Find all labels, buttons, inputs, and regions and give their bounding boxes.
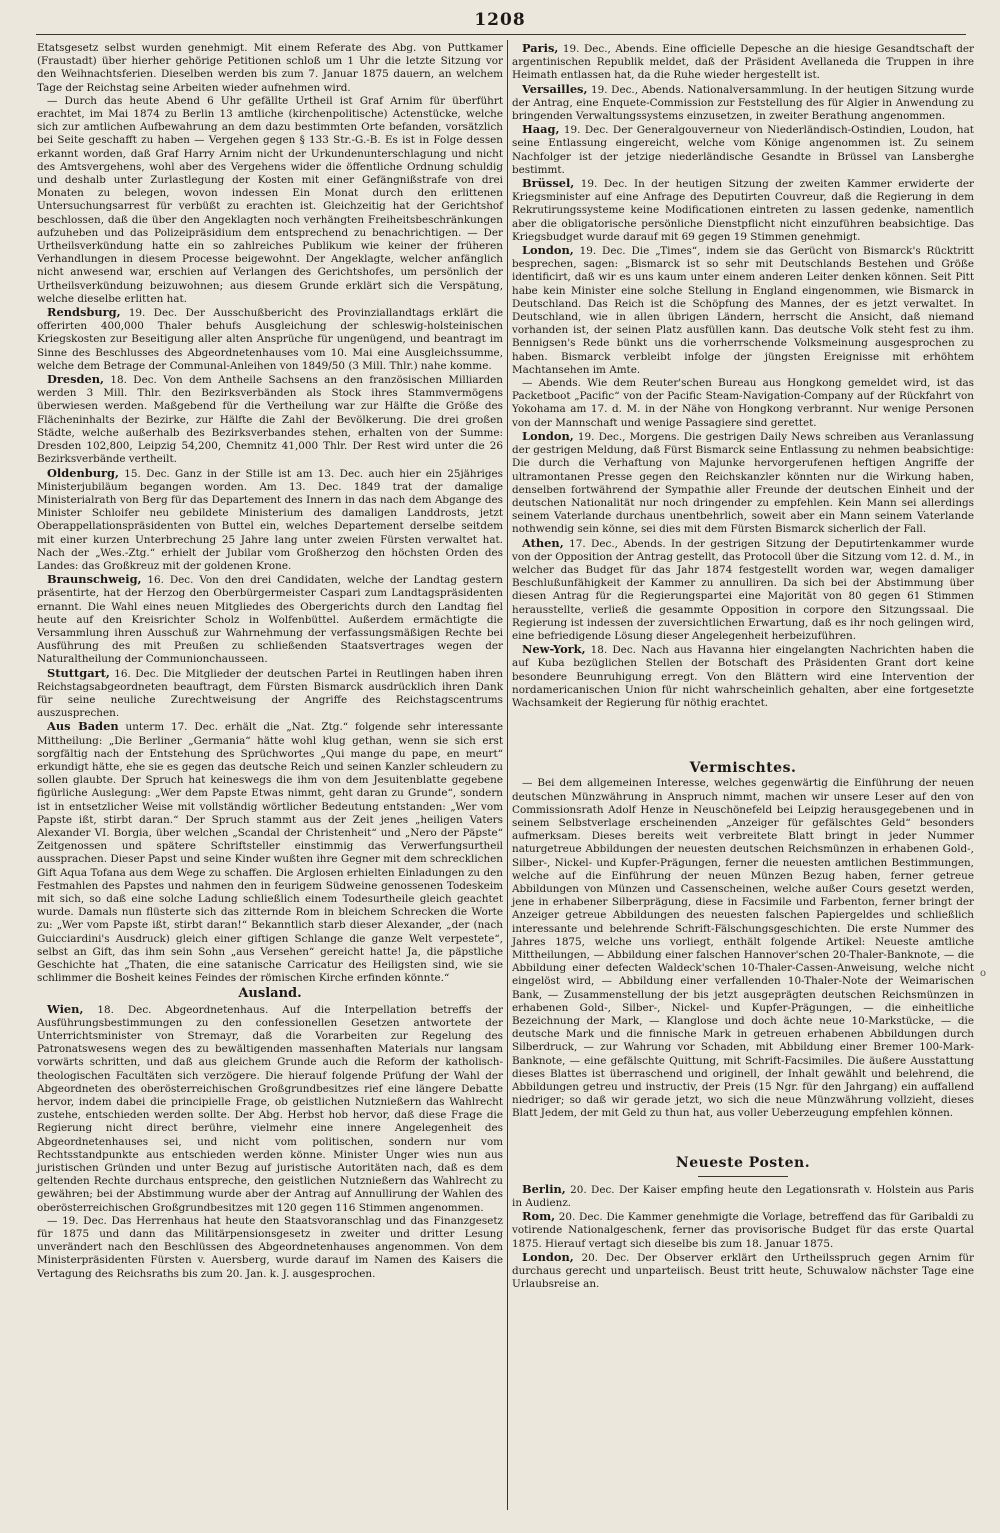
article-rom [512, 1210, 974, 1251]
header-rule [36, 34, 966, 35]
dateline-place: Rendsburg, [47, 305, 121, 320]
dateline-place: Paris, [522, 41, 559, 55]
article-body: 20. Dec. Der Observer erklärt den Urtheilsspruch gegen Arnim für durchaus gerecht und unparteiisch. Beust tritt heute, Schuwalow nächster Tage eine Urlaubsreise an. [512, 1251, 974, 1291]
dateline-place: London, [522, 428, 574, 443]
article-body: 18. Dec. Nach aus Havanna hier eingelangten Nachrichten haben die auf Kuba bezüglichen Stellen der Botschaft des Präsidenten Grant dort keine besondere Beunruhigung erregt. Von den Blättern wird eine Intervention der nordamericanischen Union für nicht wahrscheinlich gehalten, aber eine fortgesetzte Wachsamkeit der Regierung für nöthig erachtet. [512, 644, 974, 709]
article-body: 16. Dec. Die Mitglieder der deutschen Partei in Reutlingen haben ihren Reichstagsabgeordneten beauftragt, dem Fürsten Bismarck ausdrücklich ihren Dank für seine neuliche Zurechtweisung der Angriffe des Reichstagscentrums auszusprechen. [37, 667, 503, 720]
article-body: 20. Dec. Der Kaiser empfing heute den Legationsrath v. Holstein aus Paris in Audienz. [512, 1183, 974, 1210]
right-column [512, 42, 974, 1291]
article-body: 19. Dec. Die „Times“, indem sie das Gerücht von Bismarck's Rücktritt besprechen, sagen: „Bismarck ist so sehr mit Deutschlands Bestehen und Größe identificirt, daß wir es uns kaum unter einem anderen Leiter denken können. Seit Pitt habe kein Minister eine solche Stellung in England eingenommen, wie Bismarck in Deutschland. Das Reich ist die Schöpfung des Mannes, der es jetzt verwaltet. In Deutschland, wie in allen übrigen Ländern, herrscht die Ansicht, daß niemand vorhanden ist, der seinen Platz ausfüllen kann. Das deutsche Volk steht fest zu ihm. Bennigsen's Rede bünkt uns die vorherrschende Volksmeinung ausgesprochen zu haben. Bismarck verbleibt infolge der jüngsten Ereignisse mit erhöhtem Machtansehen im Amte. [512, 245, 974, 376]
article-london-daily-news [512, 430, 974, 537]
article-body: 16. Dec. Von den drei Candidaten, welche der Landtag gestern präsentirte, hat der Herzog den Oberbürgermeister Caspari zum Landtagspräsidenten ernannt. Die Wahl eines neuen Mitgliedes des Obergerichts durch den Landtag fiel heute auf den Kreisrichter Scholz in Wolfenbüttel. Außerdem ermächtigte die Versammlung ihren Ausschuß zur Wahrnehmung der verfassungsmäßigen Rechte bei Ausführung des mit Preußen zu schließenden Staatsvertrages wegen der Naturaltheilung der Communionchausseen. [37, 574, 503, 666]
article-body: 18. Dec. Abgeordnetenhaus. Auf die Interpellation betreffs der Ausführungsbestimmungen zu den confessionellen Gesetzen antwortete der Unterrichtsminister von Stremayr, daß die Vorarbeiten zur Regelung des Patronatswesens wegen des zu bewältigenden massenhaften Materials nur langsam vorwärts schritten, und daß aus gleichem Grunde auch die Reform der katholisch-theologischen Facultäten sich verzögere. Die hierauf folgende Prüfung der Wahl der Abgeordneten des oberösterreichischen Großgrundbesitzes rief eine längere Debatte hervor, indem dabei die principielle Frage, ob geistlichen Nutznießern das Wahlrecht zustehe, entschieden werden sollte. Der Abg. Herbst hob hervor, daß diese Frage die Regierung nicht direct berühre, vielmehr eine innere Angelegenheit des Abgeordnetenhauses sei, und nicht vom politischen, sondern nur vom Rechtsstandpunkte aus entschieden werden könne. Minister Unger wies nun aus juristischen Gründen und unter Bezug auf juristische Autoritäten nach, daß es dem geltenden Rechte durchaus entspreche, den geistlichen Nutznießern das Wahlrecht zu gewähren; bei der Abstimmung wurde aber der Antrag auf Annullirung der Wahlen des oberösterreichischen Großgrundbesitzes mit 120 gegen 116 Stimmen angenommen. [37, 1003, 503, 1214]
dateline-place: Dresden, [47, 372, 104, 387]
article-body: 19. Dec. In der heutigen Sitzung der zweiten Kammer erwiderte der Kriegsminister auf eine Anfrage des Deputirten Couvreur, daß die Regierung in dem Rekrutirungssysteme keine Modificationen eintreten zu lassen gedenke, namentlich aber die obligatorische persönliche Dienstpflicht nicht einzuführen beabsichtige. Das Kriegsbudget wurde darauf mit 69 gegen 19 Stimmen genehmigt. [512, 178, 974, 243]
left-column [37, 42, 503, 1281]
article-body: 17. Dec., Abends. In der gestrigen Sitzung der Deputirtenkammer wurde von der Opposition der Antrag gestellt, das Protocoll über die Sitzung vom 12. d. M., in welcher das Budget für das Jahr 1874 festgestellt worden war, wegen damaliger Beschlußunfähigkeit der Kammer zu annulliren. Da sich bei der Abstimmung über diesen Antrag für die Regierungspartei eine Majorität von 80 gegen 61 Stimmen herausstellte, verließ die gesammte Opposition in corpore den Sitzungssaal. Die Regierung ist indessen der zuversichtlichen Erwartung, daß es ihr noch gelingen wird, eine befriedigende Lösung dieser Angelegenheit herbeizuführen. [512, 537, 974, 642]
dateline-place: Berlin, [522, 1181, 566, 1196]
article-athen [512, 537, 974, 644]
column-divider [507, 40, 508, 1510]
article-body: 19. Dec. Der Ausschußbericht des Provinziallandtags erklärt die offerirten 400,000 Thaler behufs Ausgleichung der schleswig-holsteinischen Kriegskosten zur Beseitigung aller alten Ansprüche für ungenügend, und beantragt im Sinne des Beschlusses des Abgeordnetenhauses vom 10. Mai eine Ausgleichssumme, welche dem Betrage der Communal-Anleihen von 1849/50 (3 Mill. Thlr.) nahe komme. [37, 307, 503, 372]
dateline-place: Aus Baden [47, 719, 119, 734]
dateline-place: Versailles, [522, 81, 588, 96]
dateline-place: London, [522, 243, 574, 258]
article-hongkong: — Abends. Wie dem Reuter'schen Bureau aus Hongkong gemeldet wird, ist das Packetboot „Pacific“ von der Pacific Steam-Navigation-Company auf der Rückfahrt von Yokohama am 17. d. M. in der Nähe von Hongkong verbrannt. Nur wenige Personen von der Mannschaft und wenige Passagiere sind gerettet. [512, 377, 974, 429]
section-heading-neueste-posten: Neueste Posten. [675, 1154, 811, 1171]
page-number: 1208 [474, 10, 526, 30]
section-heading-vermischtes: Vermischtes. [689, 760, 797, 777]
article-body: 19. Dec. Der Generalgouverneur von Niederländisch-Ostindien, Loudon, hat seine Entlassung eingereicht, welche vom Könige angenommen ist. Zu seinem Nachfolger ist der jetzige niederländische Gesandte in Brüssel van Lansberghe bestimmt. [512, 124, 974, 176]
dateline-place: London, [522, 1249, 574, 1264]
article-new-york [512, 643, 974, 710]
article-london-times [512, 244, 974, 377]
spacer [512, 1121, 974, 1155]
dateline-place: Brüssel, [522, 176, 575, 191]
article-muenzwaehrung: — Bei dem allgemeinen Interesse, welches gegenwärtig die Einführung der neuen deutschen Münzwährung in Anspruch nimmt, machen wir unsere Leser auf den von Commissionsrath Adolf Henze in Neuschönefeld bei Leipzig herausgegebenen und in seinem Selbstverlage erscheinenden „Anzeiger für gefälschtes Geld“ besonders aufmerksam. Dieses bereits weit verbreitete Blatt bringt in jeder Nummer naturgetreue Abbildungen der neuesten deutschen Reichsmünzen in erhabenen Gold-, Silber-, Nickel- und Kupfer-Prägungen, ferner die neuesten amtlichen Bestimmungen, welche auf die Einführung der neuen Münzen Bezug haben, ferner getreue Abbildungen von Münzen und Cassenscheinen, welche außer Cours gesetzt werden, jene in erhabener Silberprägung, diese in Facsimile und Farbenton, ferner bringt der Anzeiger getreue Abbildungen des neuesten falschen Papiergeldes und schließlich interessante und belehrende Schrift-Fälschungsgeschichten. Die erste Nummer des Jahres 1875, welche uns vorliegt, enthält folgende Artikel: Neueste amtliche Mittheilungen, — Abbildung einer falschen Hannover'schen 20-Thaler-Banknote, — die Abbildung einer defecten Waldeck'schen 10-Thaler-Cassen-Anweisung, welche nicht eingelöst wird, — Abbildung einer verfallenden 10-Thaler-Note der Weimarischen Bank, — Zusammenstellung der bis jetzt ausgeprägten deutschen Reichsmünzen in erhabenen Gold-, Silber-, Nickel- und Kupfer-Prägungen, — die einheitliche Bezeichnung der Mark, — Klanglose und doch ächte neue 10-Markstücke, — die deutsche Mark und die finnische Mark in getreuen erhabenen Abbildungen durch Silberdruck, — zur Wahrung vor Schaden, mit Abbildung einer Bremer 100-Mark-Banknote, — eine gefälschte Quittung, mit Schrift-Facsimiles. Die äußere Ausstattung dieses Blattes ist überraschend und originell, der Inhalt gewählt und belehrend, die Abbildungen getreu und instructiv, der Preis (15 Ngr. für den Jahrgang) ein auffallend niedriger; so daß wir gerade jetzt, wo sich die neue Münzwährung vollzieht, dieses Blatt Jedem, der mit Geld zu thun hat, aus voller Ueberzeugung empfehlen können. [512, 777, 974, 1120]
article-haag [512, 123, 974, 177]
article-paris [512, 42, 974, 83]
margin-mark: o [980, 968, 987, 979]
article-london-observer [512, 1251, 974, 1292]
article-wien [37, 1003, 503, 1215]
dateline-place: Oldenburg, [47, 465, 119, 480]
dateline-place: Braunschweig, [47, 572, 142, 587]
article-stuttgart [37, 667, 503, 721]
article-rendsburg [37, 306, 503, 373]
article-arnim: — Durch das heute Abend 6 Uhr gefällte Urtheil ist Graf Arnim für überführt erachtet, im Mai 1874 zu Berlin 13 amtliche (kirchenpolitische) Actenstücke, welche sich zur amtlichen Aufbewahrung an dem dazu bestimmten Orte befanden, vorsätzlich bei Seite geschafft zu haben — Vergehen gegen § 133 Str.-G.-B. Es ist in Folge dessen erkannt worden, daß Graf Harry Arnim nicht der Urkundenunterschlagung und nicht des Amtsvergehens, wohl aber des Vergehens wider die öffentliche Ordnung schuldig und deshalb unter Zurlastlegung der Kosten mit einer Gefängnißstrafe von drei Monaten zu belegen, wovon indessen Ein Monat durch den erlittenen Untersuchungsarrest für verbüßt zu erachten ist. Gleichzeitig hat der Gerichtshof beschlossen, daß die über den Angeklagten noch verhängten Freiheitsbeschränkungen aufzuheben und das Polizeipräsidium dem entsprechend zu benachrichtigen. — Der Urtheilsverkündung hatte ein so zahlreiches Publikum wie keiner der früheren Verhandlungen in diesem Processe beigewohnt. Der Angeklagte, welcher anfänglich nicht anwesend war, erschien auf Verlangen des Gerichtshofes, um persönlich der Urtheilsverkündung beizuwohnen; aus diesem Grunde erklärt sich die Verspätung, welche dieselbe erlitten hat. [37, 94, 503, 305]
article-braunschweig [37, 573, 503, 666]
article-baden [37, 720, 503, 985]
section-rule [698, 1176, 788, 1177]
article-herrenhaus: — 19. Dec. Das Herrenhaus hat heute den Staatsvoranschlag und das Finanzgesetz für 1875 und dann das Militärpensionsgesetz in zweiter und dritter Lesung unverändert nach den Beschlüssen des Abgeordnetenhauses angenommen. Von dem Ministerpräsidenten Fürsten v. Auersberg, wurde darauf im Namen des Kaisers die Vertagung des Reichsraths bis zum 20. Jan. k. J. ausgesprochen. [37, 1214, 503, 1280]
section-heading-ausland: Ausland. [238, 986, 302, 1002]
article-body: unterm 17. Dec. erhält die „Nat. Ztg.“ folgende sehr interessante Mittheilung: „Die Berliner „Germania“ hätte wohl klug gethan, wenn sie sich erst sorgfältig nach der Entstehung des Sprüchwortes „Qui mange du pape, en meurt“ erkundigt hätte, ehe sie es gegen das deutsche Reich und seinen Kanzler schleudern zu sollen glaubte. Der Spruch hat keineswegs die ihm von dem Jesuitenblatte gegebene figürliche Auslegung: „Wer dem Papste Etwas nimmt, geht daran zu Grunde“, sondern ist in entsetzlicher Weise mit vollständig wörtlicher Bedeutung entstanden: „Wer vom Papste ißt, stirbt daran.“ Der Spruch stammt aus der Zeit jenes „heiligen Vaters Alexander VI. Borgia, über welchen „Scandal der Christenheit“ und „Nero der Päpste“ Zeitgenossen und spätere Schriftsteller einstimmig das Verwerfungsurtheil aussprachen. Dieser Papst und seine Kinder wußten ihre Gegner mit dem schrecklichen Gift Aqua Tofana aus dem Wege zu schaffen. Die Arglosen erhielten Einladungen zu den Festmahlen des Papstes und nahmen den in feurigem Südweine genossenen Todeskeim mit sich, so daß eine solche Ladung schließlich einem Todesurtheile gleich geachtet wurde. Damals nun flüsterte sich das zitternde Rom in bleichem Schrecken die Worte zu: „Wer vom Papste ißt, stirbt daran!“ Bekanntlich starb dieser Alexander, „der (nach Guicciardini's Ausdruck) gleich einer giftigen Schlange die ganze Welt verpestete“, selbst an Gift, das ihm sein Sohn „aus Versehen“ gereicht hatte! Ja, die päpstliche Geschichte hat „Thaten, die eine satanische Carricatur des Heiligsten sind, wie sie schlimmer die Bosheit keines Feindes der römischen Kirche erfinden könnte.“ [37, 721, 503, 985]
dateline-place: Wien, [47, 1001, 84, 1016]
article-versailles [512, 83, 974, 124]
article-bruessel [512, 177, 974, 244]
dateline-place: Athen, [522, 535, 564, 550]
dateline-place: New-York, [522, 642, 586, 657]
dateline-place: Haag, [522, 122, 560, 137]
spacer [512, 710, 974, 760]
article-berlin [512, 1183, 974, 1210]
dateline-place: Stuttgart, [47, 665, 110, 680]
article-body: 19. Dec., Abends. Eine officielle Depesche an die hiesige Gesandtschaft der argentinischen Republik meldet, daß der Präsident Avellaneda die Truppen in ihre Heimath entlassen hat, da die Ruhe wieder hergestellt ist. [512, 43, 974, 82]
article-body: 18. Dec. Von dem Antheile Sachsens an den französischen Milliarden werden 3 Mill. Thlr. den Bezirksverbänden als Stock ihres Stammvermögens überwiesen werden. Maßgebend für die Vertheilung war zur Hälfte die Größe des Flächeninhalts der Bezirke, zur Hälfte die Zahl der Bevölkerung. Die drei großen Städte, welche außerhalb des Bezirksverbandes stehen, erhalten von der Summe: Dresden 102,800, Leipzig 54,200, Chemnitz 41,000 Thlr. Der Rest wird unter die 26 Bezirksverbände vertheilt. [37, 374, 503, 466]
dateline-place: Rom, [522, 1209, 556, 1224]
article-body: 19. Dec., Abends. Nationalversammlung. In der heutigen Sitzung wurde der Antrag, eine Enquete-Commission zur Feststellung des für Algier in Anwendung zu bringenden Verwaltungssystems einzusetzen, in zweiter Berathung angenommen. [512, 83, 974, 123]
article-body: 15. Dec. Ganz in der Stille ist am 13. Dec. auch hier ein 25jähriges Ministerjubiläum begangen worden. Am 13. Dec. 1849 trat der damalige Ministerialrath von Berg für das Departement des Innern in das nach dem Abgange des Minister Schloifer neu gebildete Ministerium des damaligen Landdrosts, jetzt Oberappellationspräsidenten von Buttel ein, welches Departement derselbe seitdem mit einer kurzen Unterbrechung 25 Jahre lang unter zweien Fürsten verwaltet hat. Nach der „Wes.-Ztg.“ erhielt der Jubilar vom Großherzog den höchsten Orden des Landes: das Großkreuz mit der goldenen Krone. [37, 467, 503, 572]
article-dresden [37, 373, 503, 466]
article-oldenburg [37, 467, 503, 574]
article-reichstag: Etatsgesetz selbst wurden genehmigt. Mit einem Referate des Abg. von Puttkamer (Fraustadt) über hierher gehörige Petitionen schloß um 1 Uhr die letzte Sitzung vor den Weihnachtsferien. Dieselben werden bis zum 7. Januar 1875 dauern, an welchem Tage der Reichstag seine Arbeiten wieder aufnehmen wird. [37, 42, 503, 94]
article-body: 19. Dec., Morgens. Die gestrigen Daily News schreiben aus Veranlassung der gestrigen Meldung, daß Fürst Bismarck seine Entlassung zu nehmen beabsichtige: Die durch die Verhaftung von Majunke hervorgerufenen heftigen Angriffe der ultramontanen Presse gegen den Reichskanzler könnten nur die Wirkung haben, denselben fortwährend der Sympathie aller Freunde der deutschen Einheit und der deutschen Nationalität nur noch dringender zu empfehlen. Kein Mann sei allerdings seinem Vaterlande durchaus unentbehrlich, soweit aber ein Mann seinem Vaterlande nothwendig sein könne, sei dies mit dem Fürsten Bismarck sicherlich der Fall. [512, 430, 974, 536]
article-body: 20. Dec. Die Kammer genehmigte die Vorlage, betreffend das für Garibaldi zu votirende Nationalgeschenk, ferner das provisorische Budget für das erste Quartal 1875. Hierauf vertagt sich dieselbe bis zum 18. Januar 1875. [512, 1211, 974, 1250]
